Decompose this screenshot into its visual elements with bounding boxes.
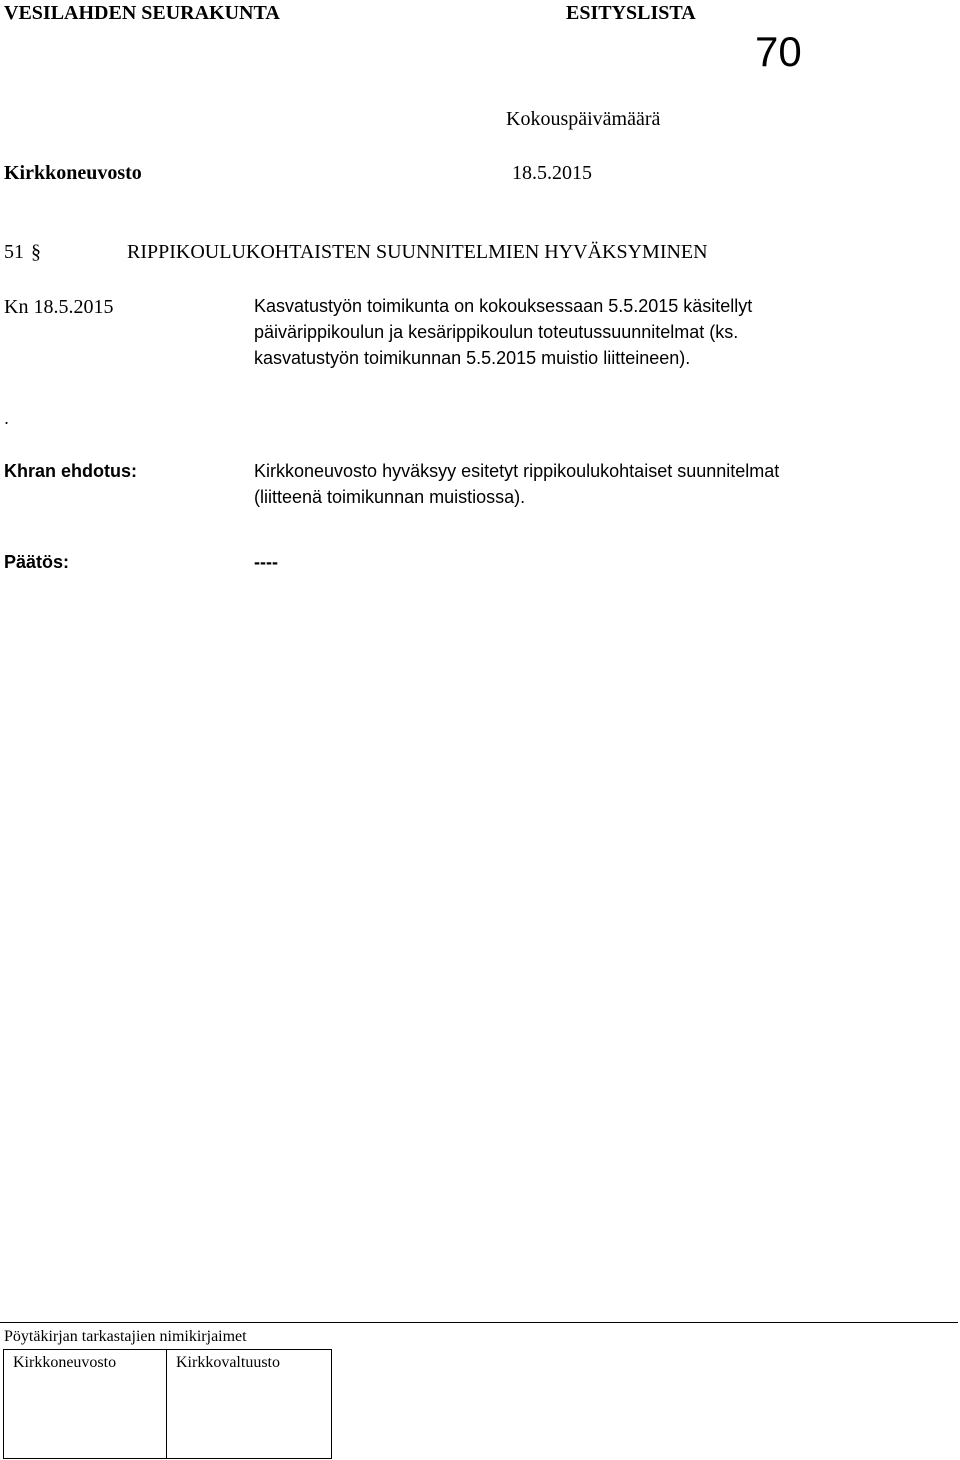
section-title: RIPPIKOULUKOHTAISTEN SUUNNITELMIEN HYVÄKSYMINEN <box>127 241 708 263</box>
item-reference: Kn 18.5.2015 <box>4 296 114 318</box>
signature-cell-kirkkoneuvosto: Kirkkoneuvosto <box>4 1350 167 1458</box>
item-description <box>254 293 934 371</box>
organization-name: VESILAHDEN SEURAKUNTA <box>4 2 280 24</box>
signature-table <box>3 1349 332 1459</box>
separator-mark: . <box>4 408 10 428</box>
meeting-date: 18.5.2015 <box>512 162 592 184</box>
decision-label: Päätös: <box>4 552 70 572</box>
description-line: Kasvatustyön toimikunta on kokouksessaan 5.5.2015 käsitellyt <box>254 296 753 316</box>
document-type: ESITYSLISTA <box>566 2 696 24</box>
description-line: kasvatustyön toimikunnan 5.5.2015 muistio liitteineen). <box>254 348 691 368</box>
proposal-label: Khran ehdotus: <box>4 461 137 481</box>
governing-body-name: Kirkkoneuvosto <box>4 162 142 184</box>
signature-cell-kirkkovaltuusto: Kirkkovaltuusto <box>176 1354 280 1371</box>
proposal-line: (liitteenä toimikunnan muistiossa). <box>254 487 526 507</box>
decision-value: ---- <box>254 552 278 572</box>
signature-divider <box>0 1322 958 1323</box>
proposal-text <box>254 458 944 510</box>
section-number: 51 <box>4 241 24 263</box>
meeting-date-label: Kokouspäivämäärä <box>506 108 661 130</box>
page-number: 70 <box>755 28 802 75</box>
proposal-line: Kirkkoneuvosto hyväksyy esitetyt rippikoulukohtaiset suunnitelmat <box>254 461 780 481</box>
signature-heading: Pöytäkirjan tarkastajien nimikirjaimet <box>4 1328 247 1345</box>
section-sign-icon: § <box>31 241 41 263</box>
description-line: päivärippikoulun ja kesärippikoulun toteutussuunnitelmat (ks. <box>254 322 739 342</box>
